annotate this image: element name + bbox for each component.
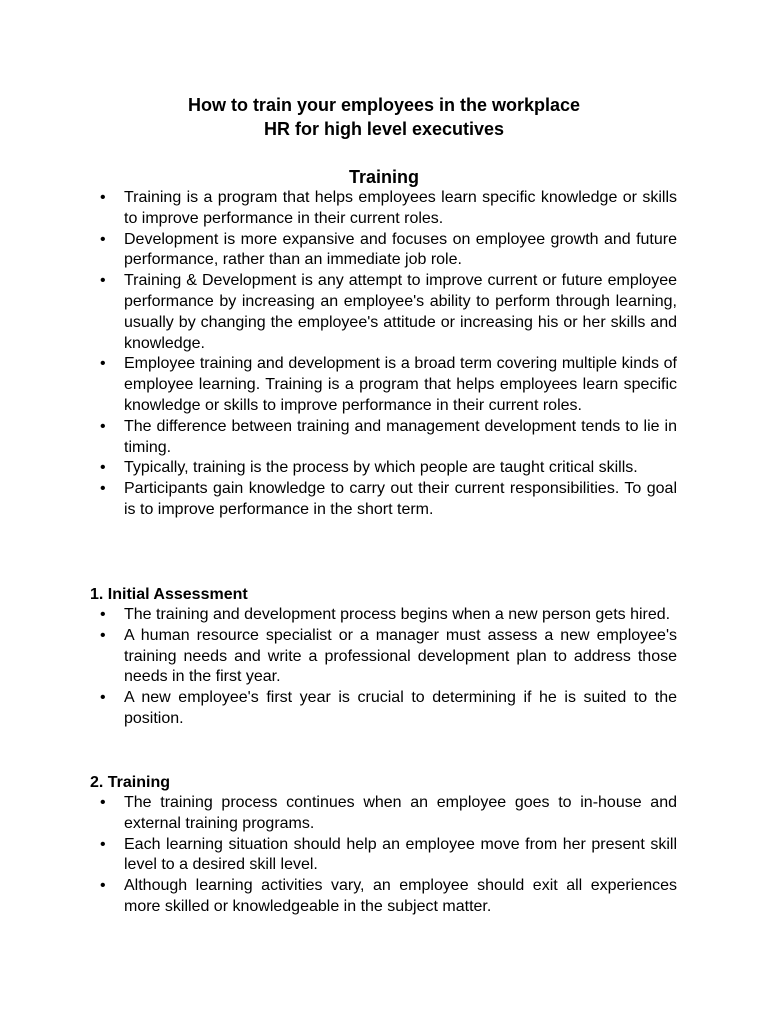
bullet-icon: • [100,794,106,811]
list-item: • A human resource specialist or a manager must assess a new employee's training needs and write a professional development plan to address those needs in the first year. [100,626,677,686]
initial-assessment-bullet-list [0,605,768,730]
list-item: • The difference between training and management development tends to lie in timing. [100,417,677,456]
section-heading-training: Training [348,167,419,187]
bullet-icon: • [100,272,106,290]
list-item: • A new employee's first year is crucial to determining if he is suited to the position. [100,689,677,727]
bullet-icon: • [100,459,106,477]
bullet-icon: • [100,417,106,435]
bullet-icon: • [100,355,106,373]
list-item: • The training and development process begins when a new person gets hired. [0,605,677,626]
list-item: • Participants gain knowledge to carry out their current responsibilities. To goal is to improve performance in the short term. [100,480,677,518]
list-item: • Although learning activities vary, an employee should exit all experiences more skilled or knowledgeable in the subject matter. [100,877,677,915]
bullet-icon: • [100,877,106,895]
bullet-icon: • [100,689,106,707]
section-heading-initial-assessment: 1. Initial Assessment [90,586,248,603]
list-item: • Typically, training is the process by which people are taught critical skills. [0,458,677,479]
bullet-icon: • [100,626,106,644]
bullet-icon: • [100,189,106,206]
list-item: • The training process continues when an employee goes to in-house and external training programs. [100,794,677,832]
bullet-icon: • [100,230,106,248]
bullet-icon: • [100,835,106,853]
document-title [0,93,768,141]
section-heading-training-numbered: 2. Training [90,774,171,791]
list-item: • Training is a program that helps employees learn specific knowledge or skills to improve performance in their current roles. [100,189,677,227]
bullet-icon: • [100,480,106,498]
list-item: • Training & Development is any attempt to improve current or future employee performance by increasing an employee's ability to perform through learning, usually by changing the employee's attitude or increasing his or her skills and knowledge. [100,272,677,352]
training-bullet-list [0,188,768,521]
bullet-icon: • [100,606,106,623]
list-item: • Each learning situation should help an employee move from her present skill level to a desired skill level. [100,835,677,874]
training-process-bullet-list [0,793,768,918]
list-item: • Employee training and development is a broad term covering multiple kinds of employee learning. Training is a program that helps employees learn specific knowledge or skills to improve performance in their current roles. [100,355,677,414]
list-item: • Development is more expansive and focuses on employee growth and future performance, rather than an immediate job role. [100,230,677,269]
title-line-2: HR for high level executives [263,119,505,139]
title-line-1: How to train your employees in the workplace [187,95,581,115]
